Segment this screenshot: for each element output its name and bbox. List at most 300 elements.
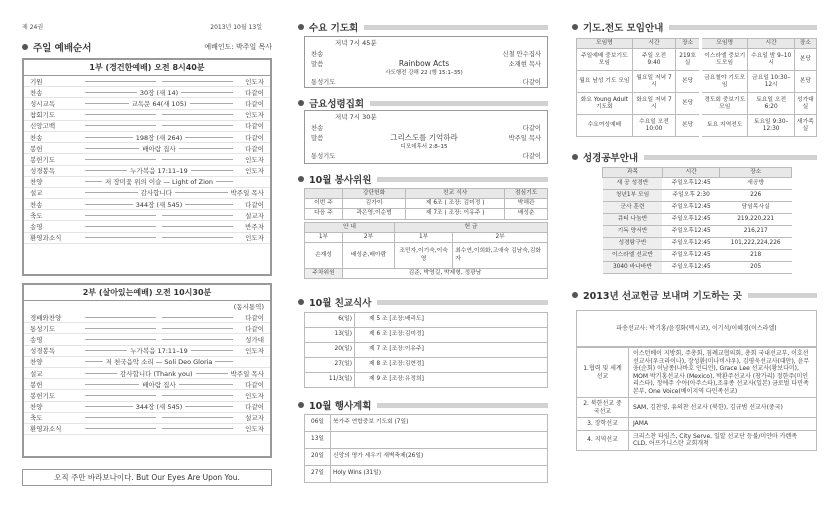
prayer-cell: 성가대실 [794, 93, 816, 115]
service2-title: 2부 (살아있는예배) 오전 10시30분 [24, 285, 270, 301]
prayer-cell: 토요일 오전 6:20 [748, 93, 794, 115]
leader-line [185, 406, 233, 407]
prayer-cell: 수요일 밤 9–10시 [748, 49, 794, 71]
order-row [24, 323, 270, 334]
order-detail: 누가복음 17:11–19 [130, 167, 188, 176]
service1-order [24, 76, 270, 244]
event-desc: 북가주 연합중보 기도회 (7일) [331, 415, 548, 432]
event-date: 20일 [305, 449, 331, 466]
order-leader: 설교자 [245, 211, 264, 220]
leader-line [162, 81, 233, 82]
column-header: 모임명 [700, 39, 747, 49]
order-item: 찬양 [30, 358, 43, 367]
table-row [305, 466, 548, 483]
fellowship-table-wrap [304, 312, 548, 388]
mission-category: 4. 지역선교 [577, 430, 629, 450]
fellowship-date: 11/3(일) [305, 373, 355, 388]
table-row [577, 93, 817, 115]
fri-section-title [298, 96, 548, 110]
order-item: 통성기도 [311, 78, 336, 86]
leader-line [85, 350, 127, 351]
order-detail: 누가복음 17:11–19 [130, 347, 188, 356]
order-row [24, 177, 270, 188]
prayer-table [576, 38, 817, 137]
order-detail: 344장 (새 545) [135, 403, 183, 412]
prayer-cell: 화요일 저녁 7시 [632, 93, 675, 115]
prayer-cell: 토요 지역전도 [700, 115, 747, 137]
order-detail: 198장 (새 264) [135, 133, 183, 142]
leader-line [85, 215, 156, 216]
section-rule [669, 25, 817, 30]
order-item: 축도 [30, 211, 43, 220]
prayer-title: 기도.전도 모임안내 [583, 23, 664, 34]
order-detail: 디모데후서 2:8–15 [400, 144, 448, 150]
bible-cell: 219,220,221 [720, 214, 792, 226]
bible-cell: 큐티 나눔반 [603, 214, 663, 226]
order-item: 봉헌 [30, 380, 43, 389]
leader-line [179, 148, 233, 149]
leader-line [85, 406, 133, 407]
leader-line [85, 361, 103, 362]
bible-cell: 주일오후12:45 [662, 250, 719, 262]
mission-table-wrap [576, 310, 817, 451]
mission-category: 3. 장학선교 [577, 418, 629, 431]
fellowship-team: 제 5 조 [조장:배리도] [355, 313, 548, 328]
fellowship-team: 제 7 조 [조장:이유주] [355, 343, 548, 358]
order-row [24, 121, 270, 132]
events-table [304, 414, 548, 483]
leader-line [85, 192, 138, 193]
leader-line [85, 317, 156, 318]
prayer-cell: 본당 [794, 49, 816, 71]
table-row [577, 71, 817, 93]
leader-line [175, 192, 228, 193]
order-leader: 박주일 목사 [508, 134, 541, 142]
leader-line [85, 137, 133, 138]
leader-line [190, 103, 234, 104]
events-table-wrap [304, 414, 548, 483]
worship-leader: 예배인도: 박주일 목사 [204, 43, 272, 51]
bullet-icon [22, 44, 28, 50]
order-detail: 그리스도를 기억하라 [390, 132, 458, 142]
interpretation-note: (동시통역) [233, 303, 264, 311]
bullet-icon [572, 24, 578, 30]
event-date: 06일 [305, 415, 331, 432]
prayer-cell: 월요 남성 기도 모임 [577, 71, 633, 93]
mission-title: 2013년 선교헌금 보내며 기도하는 곳 [583, 291, 742, 302]
table-row [603, 202, 792, 214]
column-header: 시간 [632, 39, 675, 49]
leader-line [216, 181, 233, 182]
leader-line [162, 215, 233, 216]
bible-cell: 주일오후12:45 [662, 226, 719, 238]
table-row [305, 313, 548, 328]
prayer-cell: 본당 [676, 115, 701, 137]
order-item: 성경봉독 [30, 347, 56, 356]
column-header: 시간 [662, 168, 719, 178]
bullet-icon [298, 299, 304, 305]
bullet-icon [298, 402, 304, 408]
leader-line [85, 159, 156, 160]
order-item: 봉헌기도 [30, 391, 56, 400]
order-item: 신앙고백 [30, 122, 56, 131]
column-left [22, 0, 272, 507]
order-leader: 다같이 [522, 124, 541, 132]
bible-cell: 226 [720, 190, 792, 202]
bullet-icon [298, 24, 304, 30]
order-detail: 30장 (새 14) [139, 88, 179, 97]
order-leader: 인도자 [245, 347, 264, 356]
prayer-cell: 수요여성예배 [577, 115, 633, 137]
bible-cell: 주일오후12:45 [662, 214, 719, 226]
order-detail: 감사합니다 [140, 189, 172, 198]
leader-line [85, 81, 156, 82]
order-detail: 저 장미꽃 위의 이슬 — Light of Zion [104, 178, 214, 187]
column-header: 장소 [676, 39, 701, 49]
servants-head: 강단헌화 [343, 189, 406, 199]
leader-line [85, 339, 156, 340]
mission-section-title [572, 288, 817, 302]
table-row [603, 250, 792, 262]
page-number: 제 24권 [22, 24, 44, 31]
order-row [24, 199, 270, 210]
mission-category: 1.협력 및 세계선교 [577, 348, 629, 398]
order-item: 찬송 [30, 88, 43, 97]
leader-line [85, 170, 127, 171]
bible-cell: 101,222,224,226 [720, 238, 792, 250]
ushers-table: 안 내 헌 금 1부 2부 1부 2부 손재성 배성춘,배아람 조민자,이기숙,이숙영 최수연,이희화,고애숙 김남숙,김화자 주차위원 김준, 박영길, 박제형, 정광남 [304, 222, 548, 280]
wed-time: 저녁 7시 45분 [335, 39, 377, 47]
order-leader: 다같이 [245, 133, 265, 142]
bullet-icon [298, 176, 304, 182]
order-item: 말씀 [311, 134, 324, 142]
order-leader: 인도자 [245, 234, 264, 243]
prayer-cell: 주일 오전 9:40 [632, 49, 675, 71]
order-row [305, 142, 547, 150]
leader-line [162, 339, 233, 340]
order-row [305, 150, 547, 160]
leader-line [215, 361, 233, 362]
table-row [577, 418, 817, 431]
leader-line [85, 204, 133, 205]
order-row [305, 68, 547, 76]
bullet-icon [572, 154, 578, 160]
fellowship-date: 6(일) [305, 313, 355, 328]
bible-cell: 성경탐구반 [603, 238, 663, 250]
servants-section-title [298, 172, 548, 186]
leader-line [162, 428, 233, 429]
leader-line [162, 237, 233, 238]
prayer-cell: 이스라엘 중보기도모임 [700, 49, 747, 71]
order-leader: 성가대 [245, 335, 264, 344]
leader-line [162, 226, 233, 227]
leader-line [191, 350, 233, 351]
bible-cell: 군사 훈련 [603, 202, 663, 214]
order-leader: 신철 안수집사 [502, 50, 541, 58]
order-item: 참회기도 [30, 111, 56, 120]
column-header: 장소 [720, 168, 792, 178]
mission-targets: JAMA [629, 418, 817, 431]
bible-cell: 주일오후 2:30 [662, 190, 719, 202]
prayer-cell: 본당 [676, 93, 701, 115]
order-item: 찬송 [311, 124, 324, 132]
bible-cell: 216,217 [720, 226, 792, 238]
order-row [305, 132, 547, 142]
prayer-cell: 219호실 [676, 49, 701, 71]
bullet-icon [298, 100, 304, 106]
leader-line [85, 384, 139, 385]
servants-title: 10월 봉사위원 [309, 175, 372, 186]
prayer-cell: 금요일 10:30–12시 [748, 71, 794, 93]
mission-staff: 파송선교사: 박기홍/윤경화(멕시코), 이기석/이혜경(이스라엘) [577, 311, 817, 347]
order-item: 환영과소식 [30, 234, 62, 243]
order-row [24, 357, 270, 368]
order-row [24, 143, 270, 154]
order-leader: 박주일 목사 [230, 189, 264, 198]
bible-table-wrap [602, 167, 792, 274]
mission-list [576, 347, 817, 451]
leader-line [162, 328, 233, 329]
sunday-section-title [22, 40, 272, 54]
table-row [603, 226, 792, 238]
leader-line [85, 148, 139, 149]
order-item: 통성기도 [311, 152, 336, 160]
table-row [305, 373, 548, 388]
table-row [603, 262, 792, 274]
order-item: 송영 [30, 335, 43, 344]
order-row [24, 132, 270, 143]
order-leader: 인도자 [245, 111, 264, 120]
wed-box [304, 36, 548, 88]
order-leader: 다같이 [245, 144, 264, 153]
leader-line [162, 317, 233, 318]
fellowship-title: 10월 친교식사 [309, 298, 372, 309]
servants-table-wrap [304, 188, 548, 279]
leader-line [162, 114, 233, 115]
order-item: 찬송 [30, 200, 43, 209]
order-leader: 다같이 [522, 78, 541, 86]
leader-line [85, 328, 156, 329]
prayer-cell: 화요 Young Adult 기도회 [577, 93, 633, 115]
order-row [24, 87, 270, 98]
prayer-section-title [572, 20, 817, 34]
bible-cell: 새 공 성경반 [603, 178, 663, 190]
bible-section-title [572, 150, 817, 164]
leader-line [162, 395, 233, 396]
leader-line [85, 226, 156, 227]
prayer-cell: 수요일 오전 10:00 [632, 115, 675, 137]
order-leader: 다같이 [245, 88, 264, 97]
order-item: 환영과소식 [30, 425, 62, 434]
leader-line [85, 181, 102, 182]
leader-line [85, 103, 129, 104]
order-leader: 다같이 [522, 152, 541, 160]
table-row [577, 115, 817, 137]
leader-line [185, 137, 233, 138]
order-item: 설교 [30, 369, 43, 378]
order-item: 찬송 [311, 50, 324, 58]
mission-targets: 이스턴베이 지방회, 주총회, 침례교협의회, 총회 국내선교부, 이호선선교사(우크라이나), 장성환(미나비샤우), 김평욱선교사(대만), 윤무웅(순회) 이남종(나바호 인디언), Grace Lee 선교사(황보다미), MOM 박기홍선교사 (Mexico), 박환주선교사 (창가리) 정한주(미인리스타), 정에주 수아(아주스타),조유종 선교사(일본) 금로벌 다민족 본부, One Voice(베이지역 다민족선교) [629, 348, 817, 398]
order-item: 통성기도 [30, 324, 56, 333]
order-row [24, 368, 270, 379]
order-item: 봉헌 [30, 144, 43, 153]
bible-cell: 3040 바나바반 [603, 262, 663, 274]
order-item: 기원 [30, 77, 43, 86]
order-row [24, 346, 270, 357]
table-row [577, 348, 817, 398]
table-row [603, 214, 792, 226]
table-row [305, 328, 548, 343]
order-leader: 다같이 [245, 324, 264, 333]
mission-targets: 크리스찬 타임즈, City Serve, 일알 선교단 등불/미얀마 카렌족 CLD, 어프가니스탄 교회개척 [629, 430, 817, 450]
table-row [305, 358, 548, 373]
fri-order [305, 122, 547, 160]
fellowship-date: 13(일) [305, 328, 355, 343]
service1-box [22, 58, 272, 276]
order-item: 성시교독 [30, 99, 56, 108]
table-row [577, 49, 817, 71]
bible-cell: 218 [720, 250, 792, 262]
fellowship-team: 제 6 조 [조장:김미정] [355, 328, 548, 343]
leader-line [85, 92, 137, 93]
wed-title: 수요 기도회 [309, 23, 359, 34]
order-leader: 다같이 [245, 313, 264, 322]
issue-date: 2013년 10월 13일 [210, 24, 262, 31]
servants-head: 점심기도 [505, 189, 548, 199]
section-rule [377, 177, 548, 182]
prayer-cell: 월요일 저녁 7시 [632, 71, 675, 93]
fri-title: 금요성령집회 [309, 99, 365, 110]
section-rule [364, 25, 548, 30]
events-title: 10월 행사계획 [309, 401, 372, 412]
order-item: 찬양 [30, 178, 43, 187]
bible-cell: 주일오후12:45 [662, 238, 719, 250]
order-row [24, 379, 270, 390]
order-item: 축도 [30, 414, 43, 423]
wed-section-title [298, 20, 548, 34]
order-leader: 다같이 [245, 99, 264, 108]
order-row [24, 402, 270, 413]
table-row [305, 343, 548, 358]
table-row [577, 398, 817, 418]
service2-order [24, 312, 270, 435]
order-detail: 감사합니다 (Thank you) [120, 369, 193, 378]
order-detail: 저 천국음악 소리 — Soli Deo Gloria [105, 358, 213, 367]
prayer-cell: 본당 [676, 71, 701, 93]
leader-line [162, 159, 233, 160]
order-item: 설교 [30, 189, 43, 198]
order-row [24, 166, 270, 177]
footer-motto: 오직 주만 바라보나이다. But Our Eyes Are Upon You. [22, 469, 272, 486]
order-detail: 사도행전 강해 22 (행 15:1–35) [385, 70, 463, 76]
order-row [24, 233, 270, 244]
table-row [603, 178, 792, 190]
leader-line [191, 170, 233, 171]
order-leader: 인도자 [245, 391, 264, 400]
table-header [577, 39, 817, 49]
event-date: 13일 [305, 432, 331, 449]
section-rule [748, 293, 817, 298]
order-row [24, 413, 270, 424]
section-rule [644, 155, 817, 160]
mission-targets: SAM, 김찬영, 유의찬 선교사 (북한), 김규범 선교사(중국) [629, 398, 817, 418]
order-detail: 344장 (새 545) [135, 200, 183, 209]
order-row [305, 76, 547, 86]
leader-line [85, 428, 156, 429]
event-desc [331, 432, 548, 449]
bible-cell: 담임목사실 [720, 202, 792, 214]
fellowship-table [304, 312, 548, 388]
table-row [603, 238, 792, 250]
column-header: 시간 [748, 39, 794, 49]
service1-title: 1부 (경건한예배) 오전 8시40분 [24, 60, 270, 76]
prayer-cell: 경도회 중보기도모임 [700, 93, 747, 115]
leader-line [185, 204, 233, 205]
section-rule [377, 300, 548, 305]
order-detail: 배아람 집사 [142, 144, 176, 153]
bible-title: 성경공부안내 [583, 153, 639, 164]
order-item: 찬양 [30, 403, 43, 412]
order-item: 말씀 [311, 60, 324, 68]
prayer-table-wrap [576, 38, 817, 137]
order-item: 송영 [30, 223, 43, 232]
prayer-cell: 주일예배 중보기도모임 [577, 49, 633, 71]
leader-line [85, 114, 156, 115]
order-leader: 인도자 [245, 167, 264, 176]
table-row [305, 415, 548, 432]
order-leader: 인도자 [245, 77, 264, 86]
prayer-cell: 본당 [794, 71, 816, 93]
order-row [24, 210, 270, 221]
event-desc: 신앙의 명가 세우기 새벽축제(26일) [331, 449, 548, 466]
bible-cell: 이스라엘 선교반 [603, 250, 663, 262]
leader-line [85, 237, 156, 238]
order-leader: 반주자 [245, 223, 264, 232]
order-item: 경배와찬양 [30, 313, 62, 322]
leader-line [196, 373, 228, 374]
servants-table: 강단헌화 친교 식사 점심기도 이번 주 김가이 제 6조 ( 조장: 김미정 ) 박해관 다음 주 곽은영,이순범 제 7조 ( 조장: 이유주 ) 배성춘 [304, 188, 548, 220]
order-row [24, 334, 270, 345]
prayer-cell: 금요철야 기도모임 [700, 71, 747, 93]
fellowship-team: 제 8 조 [조장:김현정] [355, 358, 548, 373]
order-detail: 배아람 집사 [142, 380, 176, 389]
bible-cell: 205 [720, 262, 792, 274]
bible-cell: 기독 양서반 [603, 226, 663, 238]
order-leader: 소재현 목사 [508, 60, 541, 68]
order-row [24, 76, 270, 87]
table-row [577, 430, 817, 450]
order-row [305, 122, 547, 132]
order-leader: 다같이 [245, 122, 264, 131]
table-header [603, 168, 792, 178]
order-leader: 다같이 [245, 200, 265, 209]
order-leader: 다같이 [245, 403, 265, 412]
section-rule [370, 101, 548, 106]
leader-line [162, 417, 233, 418]
fellowship-date: 27(일) [305, 358, 355, 373]
order-leader: 설교자 [245, 414, 264, 423]
order-detail: Rainbow Acts [398, 58, 450, 68]
order-row [24, 312, 270, 323]
leader-line [85, 373, 117, 374]
order-item: 찬송 [30, 133, 43, 142]
order-leader: 인도자 [245, 155, 264, 164]
bible-table [602, 167, 792, 274]
leader-line [179, 384, 233, 385]
leader-line [162, 125, 233, 126]
leader-line [181, 92, 233, 93]
bible-cell: 주일오후12:45 [662, 202, 719, 214]
